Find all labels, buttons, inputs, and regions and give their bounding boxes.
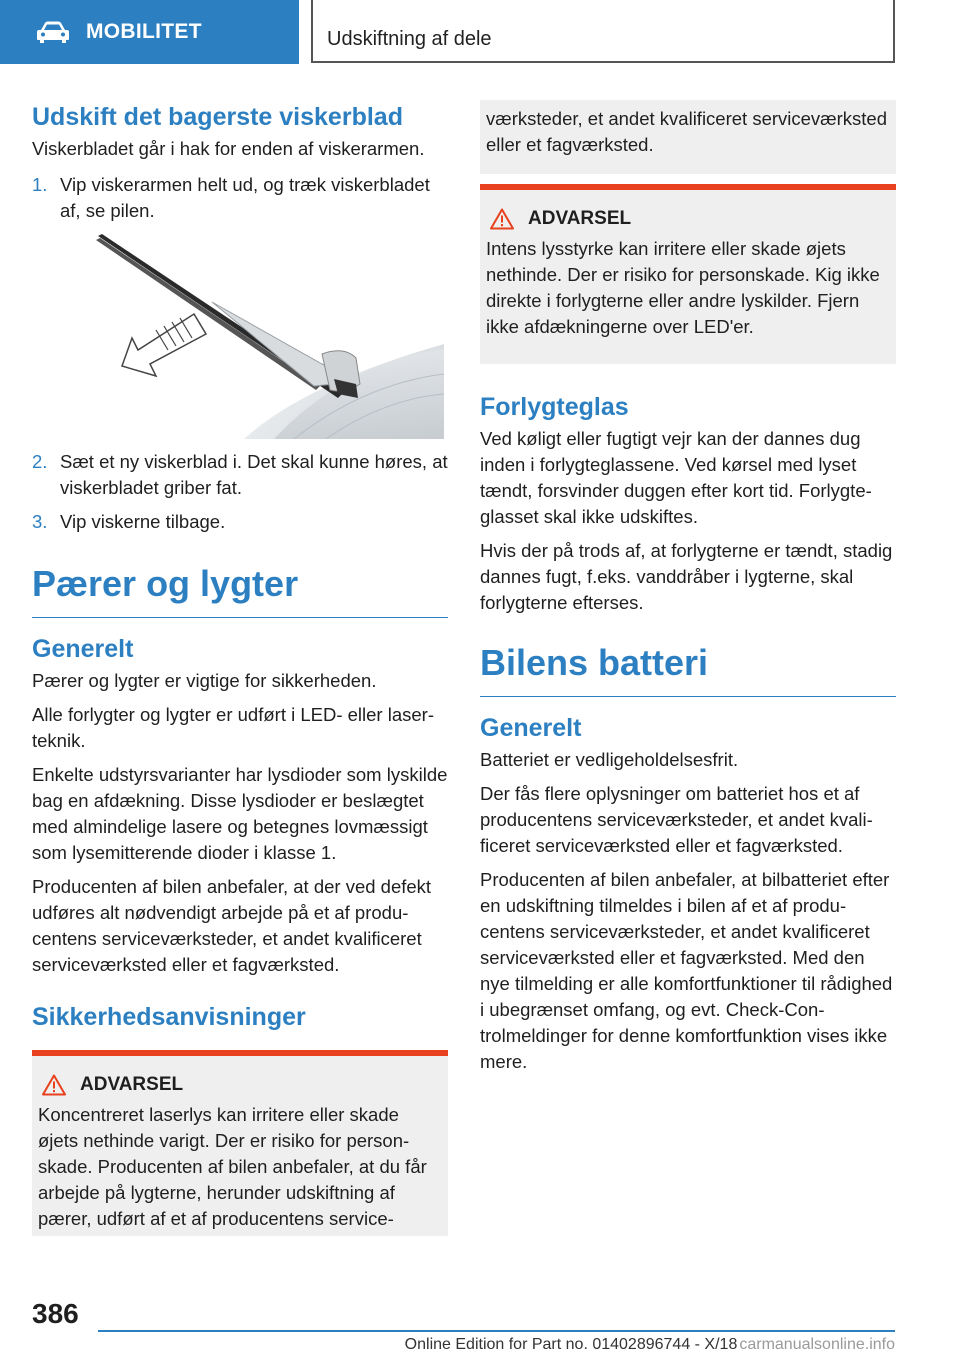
watermark: carmanualsonline.info bbox=[739, 1336, 895, 1353]
list-text: Vip viskerne tilbage. bbox=[60, 511, 226, 532]
paragraph: Enkelte udstyrsvarianter har lysdioder som lyskilde bag en afdækning. Disse lysdioder er beslægtet med almindelige lasere og betegnes lovmæssigt som lysemitterende dioder i klasse 1. bbox=[32, 764, 448, 863]
list-text: Vip viskerarmen helt ud, og træk viskerbladet af, se pilen. bbox=[60, 174, 430, 221]
left-column bbox=[32, 100, 448, 1236]
paragraph: Hvis der på trods af, at forlygterne er tændt, stadig dannes fugt, f.eks. vanddråber i lygterne, skal forlygterne efterses. bbox=[480, 540, 893, 613]
warning-text: Koncentreret laserlys kan irritere eller skade øjets nethinde varigt. Der er risiko for personskade. Producenten af bilen anbefaler, at du får arbejde på lygterne, herunder udskiftning af pærer, udført af et af producentens service- bbox=[38, 1104, 427, 1229]
warning-triangle-icon bbox=[42, 1074, 66, 1096]
paragraph: Producenten af bilen anbefaler, at bilbatteriet efter en udskiftning tilmeldes i bilen af et af producentens serviceværksteder, et andet kvalificeret serviceværksted eller et fagværksted. Med den nye tilmelding er alle komfortfunktioner til rådighed i ubegrænset omfang, og evt. Check-Controlmeldinger for denne komfortfunktion vises ikke mere. bbox=[480, 869, 893, 1072]
right-column bbox=[480, 100, 896, 1083]
paragraph: Alle forlygter og lygter er udført i LED- eller laserteknik. bbox=[32, 704, 435, 751]
warning-text: Intens lysstyrke kan irritere eller skade øjets nethinde. Der er risiko for personskade. Kig ikke direkte i forlygterne eller andre lyskilder. Fjern ikke afdækningerne over LED'er. bbox=[486, 238, 880, 337]
warning-triangle-icon bbox=[490, 208, 514, 230]
wiper-diagram bbox=[94, 234, 444, 439]
paragraph: Ved køligt eller fugtigt vejr kan der dannes dug inden i forlygteglassene. Ved kørsel med lyset tændt, forsvinder duggen efter kort tid. Forlygteglasset skal ikke udskiftes. bbox=[480, 428, 872, 527]
list-item bbox=[32, 509, 448, 535]
paragraph: Pærer og lygter er vigtige for sikkerheden. bbox=[32, 670, 377, 691]
warning-text: værksteder, et andet kvalificeret serviceværksted eller et fagværksted. bbox=[486, 108, 887, 155]
warning-box bbox=[32, 1050, 448, 1236]
section-label: MOBILITET bbox=[86, 20, 202, 43]
warning-header bbox=[38, 1074, 442, 1096]
warning-box bbox=[480, 184, 896, 364]
list-item bbox=[32, 449, 448, 501]
list-item bbox=[32, 172, 448, 224]
heading-lights: Pærer og lygter bbox=[32, 561, 448, 618]
footer-edition bbox=[300, 1336, 895, 1354]
chapter-title: Udskiftning af dele bbox=[327, 28, 492, 50]
warning-header bbox=[486, 208, 890, 230]
chapter-header bbox=[311, 0, 895, 63]
paragraph: Viskerbladet går i hak for enden af viskerarmen. bbox=[32, 138, 425, 159]
heading-glass: Forlygteglas bbox=[480, 393, 629, 421]
warning-label: ADVARSEL bbox=[528, 208, 632, 229]
section-tab bbox=[0, 0, 299, 64]
list-text: Sæt et ny viskerblad i. Det skal kunne høres, at viskerbladet griber fat. bbox=[60, 451, 448, 498]
footer-divider bbox=[98, 1330, 895, 1332]
warning-label: ADVARSEL bbox=[80, 1074, 184, 1095]
heading-safety: Sikkerhedsanvisninger bbox=[32, 1003, 306, 1031]
page-number: 386 bbox=[32, 1298, 79, 1329]
list-number: 1. bbox=[32, 174, 48, 195]
heading-general: Generelt bbox=[480, 714, 582, 742]
car-icon bbox=[36, 20, 70, 44]
warning-continuation bbox=[480, 100, 896, 174]
paragraph: Batteriet er vedligeholdelsesfrit. bbox=[480, 749, 739, 770]
wiper-illustration bbox=[94, 234, 444, 439]
paragraph: Producenten af bilen anbefaler, at der ved defekt udføres alt nødvendigt arbejde på et af producentens serviceværksteder, et andet kvalificeret serviceværksted eller et fagværksted. bbox=[32, 876, 432, 975]
heading-battery: Bilens batteri bbox=[480, 640, 896, 697]
edition-text: Online Edition for Part no. 01402896744 - X/18 bbox=[404, 1336, 738, 1353]
heading-wiper: Udskift det bagerste viskerblad bbox=[32, 103, 403, 131]
list-number: 3. bbox=[32, 511, 48, 532]
heading-general: Generelt bbox=[32, 635, 134, 663]
paragraph: Der fås flere oplysninger om batteriet hos et af producentens serviceværksteder, et andet kvalificeret serviceværksted eller et fagværksted. bbox=[480, 783, 873, 856]
list-number: 2. bbox=[32, 451, 48, 472]
